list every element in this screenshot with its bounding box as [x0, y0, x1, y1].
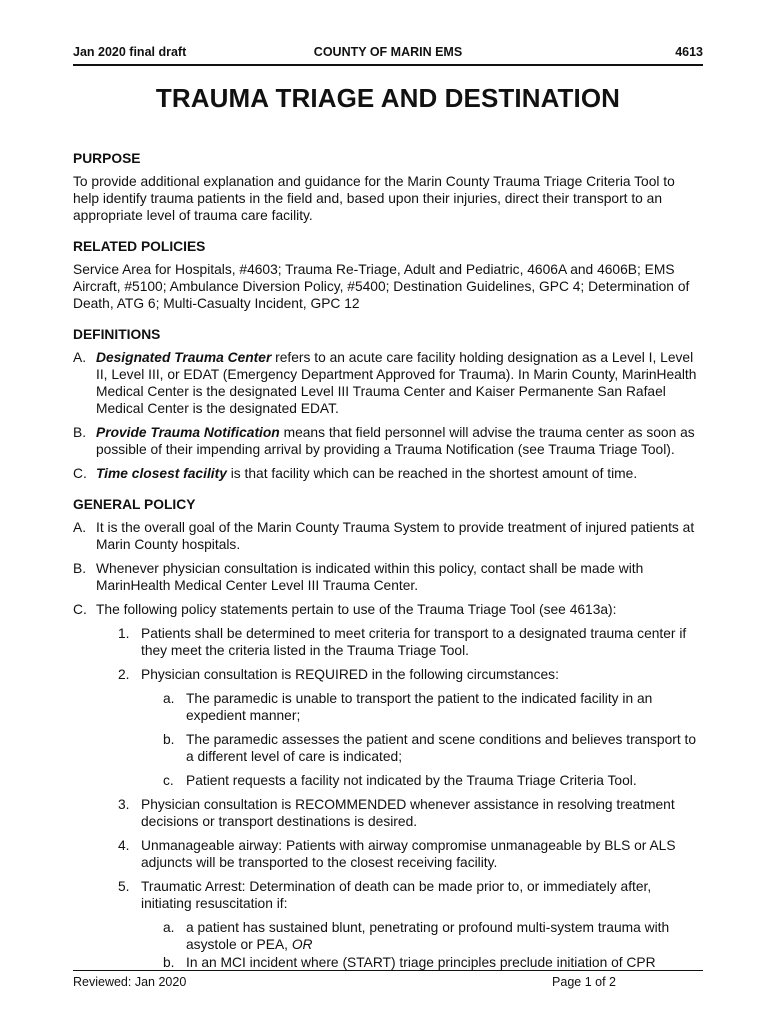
section-heading: GENERAL POLICY	[73, 497, 196, 512]
header-divider	[73, 64, 703, 66]
policy-subitem	[73, 666, 703, 683]
definition-text: means that field personnel will advise the trauma center as soon as possible of their impending arrival by providing a Trauma Notification (see Trauma Triage Tool).	[96, 425, 695, 457]
policy-text: Traumatic Arrest: Determination of death can be made prior to, or immediately after, initiating resuscitation if:	[141, 879, 652, 911]
policy-text: a patient has sustained blunt, penetrating or profound multi-system trauma with asystole or PEA,	[186, 920, 670, 952]
policy-subsubitem	[73, 772, 703, 789]
item-label: A.	[73, 520, 87, 535]
policy-text: The paramedic assesses the patient and scene conditions and believes transport to a different level of care is indicated;	[186, 732, 697, 764]
general-policy-section	[73, 496, 703, 971]
item-label: a.	[163, 691, 175, 706]
policy-subsubitem	[73, 690, 703, 724]
policy-text: Patients shall be determined to meet criteria for transport to a designated trauma center if they meet the criteria listed in the Trauma Triage Tool.	[141, 626, 687, 658]
policy-subitem	[73, 625, 703, 659]
definitions-section	[73, 326, 703, 482]
section-heading: PURPOSE	[73, 151, 141, 166]
policy-text: Patient requests a facility not indicated by the Trauma Triage Criteria Tool.	[186, 773, 637, 788]
definition-item	[73, 349, 703, 417]
related-policies-text: Service Area for Hospitals, #4603; Trauma Re-Triage, Adult and Pediatric, 4606A and 4606B; EMS Aircraft, #5100; Ambulance Diversion Policy, #5400; Destination Guidelines, GPC 4; Determination of Death, ATG 6; Multi-Casualty Incident, GPC 12	[73, 262, 690, 311]
item-label: a.	[163, 920, 175, 935]
policy-text: In an MCI incident where (START) triage principles preclude initiation of CPR	[186, 955, 656, 970]
policy-text: It is the overall goal of the Marin County Trauma System to provide treatment of injured patients at Marin County hospitals.	[96, 520, 695, 552]
item-label: b.	[163, 955, 175, 970]
definition-item	[73, 424, 703, 458]
item-label: B.	[73, 561, 87, 576]
policy-subsubitem	[73, 731, 703, 765]
item-label: 5.	[118, 879, 130, 894]
policy-subsubitem	[73, 919, 703, 953]
header-agency: COUNTY OF MARIN EMS	[313, 45, 463, 59]
section-heading: DEFINITIONS	[73, 327, 161, 342]
item-label: 4.	[118, 838, 130, 853]
policy-text: Physician consultation is REQUIRED in the following circumstances:	[141, 667, 559, 682]
policy-item	[73, 519, 703, 553]
item-label: 2.	[118, 667, 130, 682]
footer-reviewed-date: Reviewed: Jan 2020	[73, 975, 187, 989]
item-label: 3.	[118, 797, 130, 812]
definition-item	[73, 465, 703, 482]
policy-text: Unmanageable airway: Patients with airway compromise unmanageable by BLS or ALS adjuncts will be transported to the closest receiving facility.	[141, 838, 676, 870]
policy-subsubitem	[73, 954, 703, 971]
policy-item	[73, 560, 703, 594]
page-header	[73, 45, 703, 65]
policy-subitem	[73, 837, 703, 871]
emphasis-text: OR	[291, 937, 313, 952]
header-draft-label: Jan 2020 final draft	[73, 45, 187, 59]
document-title: TRAUMA TRIAGE AND DESTINATION	[155, 83, 621, 113]
document-page	[73, 0, 703, 1024]
header-policy-number: 4613	[675, 45, 703, 59]
definition-text: is that facility which can be reached in the shortest amount of time.	[226, 466, 638, 481]
policy-text: The paramedic is unable to transport the patient to the indicated facility in an expedient manner;	[186, 691, 653, 723]
footer-divider	[73, 970, 703, 971]
policy-subitem	[73, 878, 703, 912]
footer-page-number: Page 1 of 2	[552, 975, 616, 989]
policy-item	[73, 601, 703, 618]
section-heading: RELATED POLICIES	[73, 239, 206, 254]
definition-text: refers to an acute care facility holding designation as a Level I, Level II, Level III, or EDAT (Emergency Department Approved for Trauma). In Marin County, MarinHealth Medical Center is the designated Level III Trauma Center and Kaiser Permanente San Rafael Medical Center is the designated EDAT.	[96, 350, 697, 416]
policy-subitem	[73, 796, 703, 830]
item-label: C.	[73, 602, 87, 617]
document-body	[73, 150, 703, 985]
definition-term: Time closest facility	[96, 466, 227, 481]
policy-text: Physician consultation is RECOMMENDED whenever assistance in resolving treatment decisions or transport destinations is desired.	[141, 797, 675, 829]
related-policies-section	[73, 238, 703, 312]
item-label: C.	[73, 466, 87, 481]
definition-term: Designated Trauma Center	[96, 350, 272, 365]
item-label: 1.	[118, 626, 130, 641]
purpose-section	[73, 150, 703, 224]
policy-text: The following policy statements pertain to use of the Trauma Triage Tool (see 4613a):	[96, 602, 617, 617]
purpose-text: To provide additional explanation and guidance for the Marin County Trauma Triage Criteria Tool to help identify trauma patients in the field and, based upon their injuries, direct their transport to an appropriate level of trauma care facility.	[73, 174, 675, 223]
item-label: A.	[73, 350, 87, 365]
item-label: B.	[73, 425, 87, 440]
policy-text: Whenever physician consultation is indicated within this policy, contact shall be made with MarinHealth Medical Center Level III Trauma Center.	[96, 561, 644, 593]
definition-term: Provide Trauma Notification	[96, 425, 280, 440]
item-label: c.	[163, 773, 174, 788]
item-label: b.	[163, 732, 175, 747]
